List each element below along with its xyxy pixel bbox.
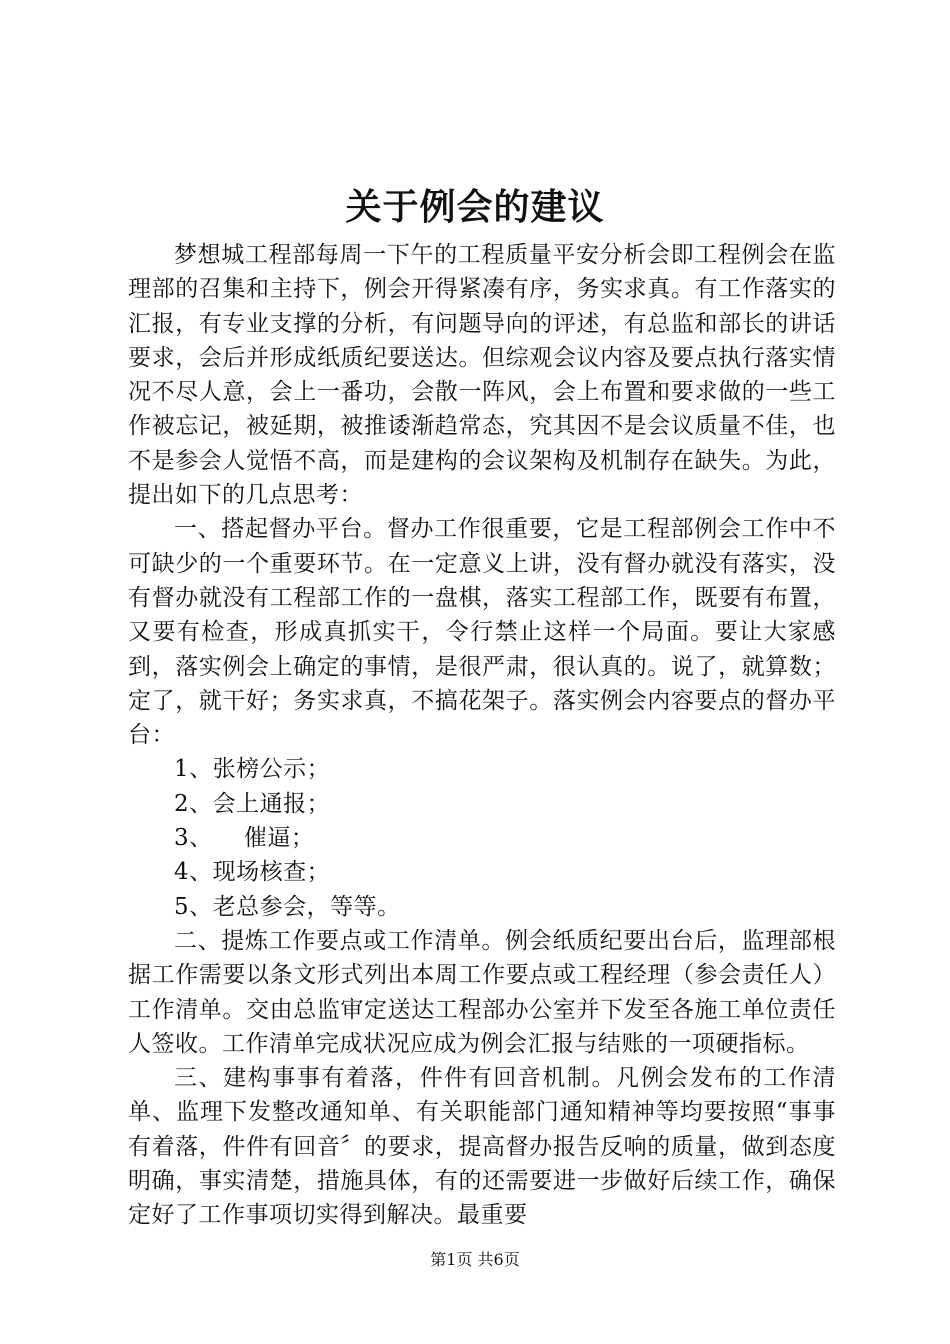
intro-paragraph: 梦想城工程部每周一下午的工程质量平安分析会即工程例会在监理部的召集和主持下，例会开得紧凑有序，务实求真。有工作落实的汇报，有专业支撑的分析，有问题导向的评述，有总监和部长的讲话要求，会后并形成纸质纪要送达。但综观会议内容及要点执行落实情况不尽人意，会上一番功，会散一阵风，会上布置和要求做的一些工作被忘记，被延期，被推诿渐趋常态，究其因不是会议质量不佳，也不是参会人觉悟不高，而是建构的会议架构及机制存在缺失。为此，提出如下的几点思考： [128, 242, 836, 509]
list-item: 3、 催逼； [174, 825, 315, 852]
document-body [128, 238, 836, 1233]
list-item: 2、会上通报； [174, 790, 331, 817]
list-item: 4、现场核查； [174, 859, 331, 886]
list-item: 5、老总参会，等等。 [174, 893, 401, 920]
section-two-paragraph: 二、提炼工作要点或工作清单。例会纸质纪要出台后，监理部根据工作需要以条文形式列出本周工作要点或工程经理（参会责任人）工作清单。交由总监审定送达工程部办公室并下发至各施工单位责任人签收。工作清单完成状况应成为例会汇报与结账的一项硬指标。 [128, 927, 836, 1057]
page-footer: 第1页 共6页 [430, 1250, 520, 1269]
section-three-paragraph: 三、建构事事有着落，件件有回音机制。凡例会发布的工作清单、监理下发整改通知单、有关职能部门通知精神等均要按照“事事有着落，件件有回音〞的要求，提高督办报告反响的质量，做到态度明确，事实清楚，措施具体，有的还需要进一步做好后续工作，确保定好了工作事项切实得到解决。最重要 [128, 1065, 836, 1229]
list-item: 1、张榜公示； [174, 756, 331, 783]
document-title: 关于例会的建议 [345, 186, 605, 228]
section-one-paragraph: 一、搭起督办平台。督办工作很重要，它是工程部例会工作中不可缺少的一个重要环节。在一定意义上讲，没有督办就没有落实，没有督办就没有工程部工作的一盘棋，落实工程部工作，既要有布置，又要有检查，形成真抓实干，令行禁止这样一个局面。要让大家感到，落实例会上确定的事情，是很严肃，很认真的。说了，就算数；定了，就干好；务实求真，不搞花架子。落实例会内容要点的督办平台： [128, 516, 836, 749]
